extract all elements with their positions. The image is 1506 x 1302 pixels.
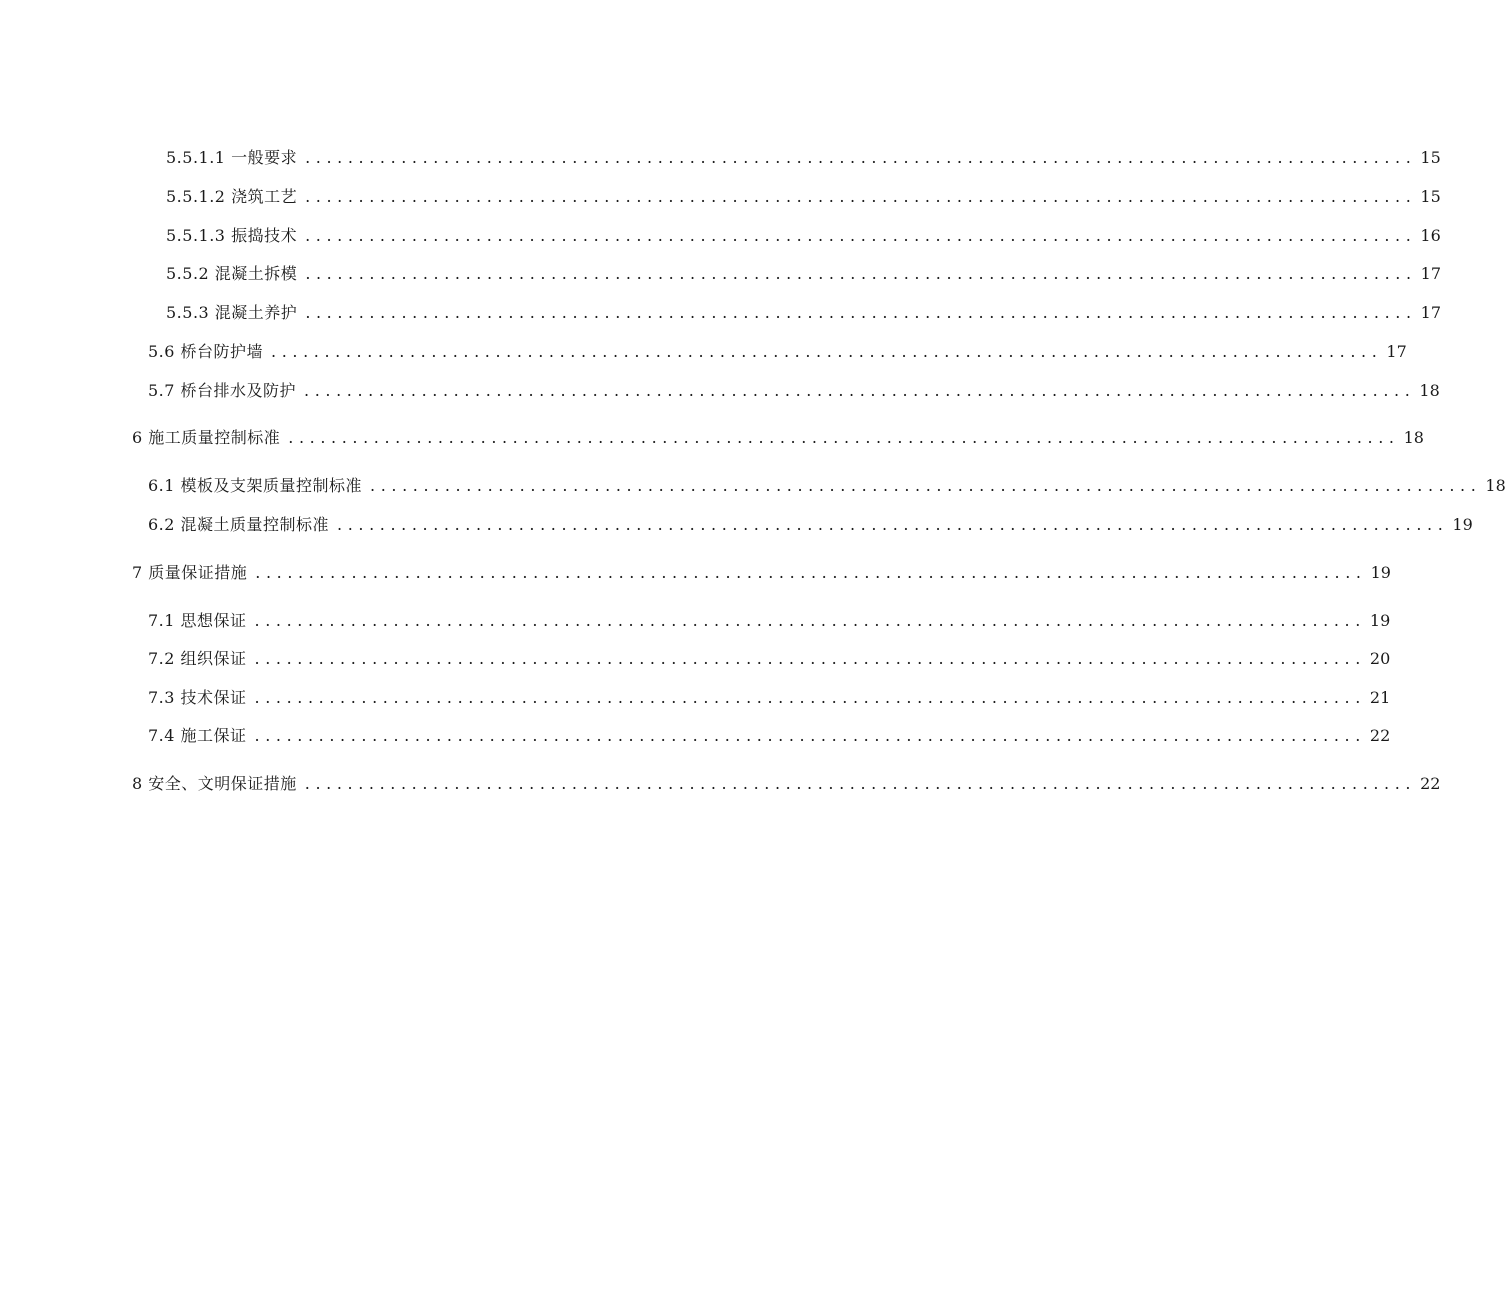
toc-entry-title: 7.4 施工保证 bbox=[148, 726, 247, 745]
toc-entry[interactable] bbox=[132, 559, 1391, 583]
toc-entry-page: 18 bbox=[1403, 428, 1424, 447]
toc-entry-title: 7.1 思想保证 bbox=[148, 611, 247, 630]
toc-entry[interactable] bbox=[166, 222, 1441, 246]
toc-dot-leader: ........................................................................................................ bbox=[305, 187, 1417, 206]
toc-entry-page: 22 bbox=[1420, 774, 1441, 793]
toc-entry-title: 5.5.1.2 浇筑工艺 bbox=[166, 187, 298, 206]
toc-dot-leader: ........................................................................................................ bbox=[255, 563, 1367, 582]
toc-dot-leader: ........................................................................................................ bbox=[254, 611, 1366, 630]
toc-entry-title: 7.3 技术保证 bbox=[148, 688, 247, 707]
toc-entry-page: 19 bbox=[1370, 563, 1391, 582]
toc-dot-leader: ........................................................................................................ bbox=[254, 726, 1366, 745]
toc-entry-title: 6 施工质量控制标准 bbox=[132, 428, 281, 447]
toc-dot-leader: ........................................................................................................ bbox=[305, 148, 1417, 167]
toc-entry-page: 18 bbox=[1485, 476, 1506, 495]
toc-dot-leader: ........................................................................................................ bbox=[271, 342, 1383, 361]
toc-entry[interactable] bbox=[166, 144, 1441, 168]
toc-entry[interactable] bbox=[148, 511, 1473, 535]
toc-entry-page: 17 bbox=[1386, 342, 1407, 361]
toc-dot-leader: ........................................................................................................ bbox=[288, 428, 1400, 447]
toc-entry-page: 20 bbox=[1369, 649, 1391, 668]
toc-entry[interactable] bbox=[166, 260, 1442, 284]
toc-entry-page: 19 bbox=[1452, 515, 1473, 534]
toc-entry[interactable] bbox=[148, 377, 1440, 401]
toc-entry[interactable] bbox=[132, 424, 1424, 448]
toc-dot-leader: ........................................................................................................ bbox=[305, 226, 1417, 245]
toc-dot-leader: ........................................................................................................ bbox=[254, 688, 1366, 707]
toc-entry[interactable] bbox=[148, 607, 1391, 631]
toc-entry[interactable] bbox=[166, 299, 1442, 323]
toc-dot-leader: ........................................................................................................ bbox=[254, 649, 1366, 668]
toc-entry-page: 19 bbox=[1369, 611, 1391, 630]
toc-dot-leader: ........................................................................................................ bbox=[304, 774, 1417, 793]
toc-dot-leader: ........................................................................................................ bbox=[337, 515, 1449, 534]
toc-dot-leader: ........................................................................................................ bbox=[305, 303, 1417, 322]
toc-entry-page: 15 bbox=[1420, 187, 1441, 206]
toc-entry[interactable] bbox=[148, 338, 1407, 362]
toc-entry-title: 8 安全、文明保证措施 bbox=[132, 774, 297, 793]
toc-entry-title: 5.5.1.3 振捣技术 bbox=[166, 226, 298, 245]
toc-entry[interactable] bbox=[132, 770, 1441, 794]
toc-entry-title: 5.5.2 混凝土拆模 bbox=[166, 264, 298, 283]
toc-entry-title: 7 质量保证措施 bbox=[132, 563, 248, 582]
toc-entry-page: 17 bbox=[1420, 303, 1442, 322]
toc-entry-title: 7.2 组织保证 bbox=[148, 649, 247, 668]
toc-entry[interactable] bbox=[148, 684, 1391, 708]
toc-entry-title: 5.5.3 混凝土养护 bbox=[166, 303, 298, 322]
toc-entry-page: 21 bbox=[1369, 688, 1391, 707]
toc-entry-title: 6.2 混凝土质量控制标准 bbox=[148, 515, 330, 534]
toc-entry-page: 17 bbox=[1420, 264, 1442, 283]
toc-entry[interactable] bbox=[148, 645, 1391, 669]
toc-entry-page: 15 bbox=[1420, 148, 1441, 167]
toc-dot-leader: ........................................................................................................ bbox=[370, 476, 1482, 495]
toc-entry-page: 22 bbox=[1369, 726, 1391, 745]
toc-entry[interactable] bbox=[148, 472, 1506, 496]
toc-entry[interactable] bbox=[148, 722, 1391, 746]
toc-entry-title: 5.5.1.1 一般要求 bbox=[166, 148, 298, 167]
toc-entry-page: 18 bbox=[1419, 381, 1440, 400]
toc-entry-title: 6.1 模板及支架质量控制标准 bbox=[148, 476, 363, 495]
toc-entry-title: 5.6 桥台防护墙 bbox=[148, 342, 264, 361]
toc-dot-leader: ........................................................................................................ bbox=[305, 264, 1417, 283]
toc-entry-page: 16 bbox=[1420, 226, 1441, 245]
toc-entry-title: 5.7 桥台排水及防护 bbox=[148, 381, 297, 400]
toc-dot-leader: ........................................................................................................ bbox=[304, 381, 1416, 400]
toc-entry[interactable] bbox=[166, 183, 1441, 207]
